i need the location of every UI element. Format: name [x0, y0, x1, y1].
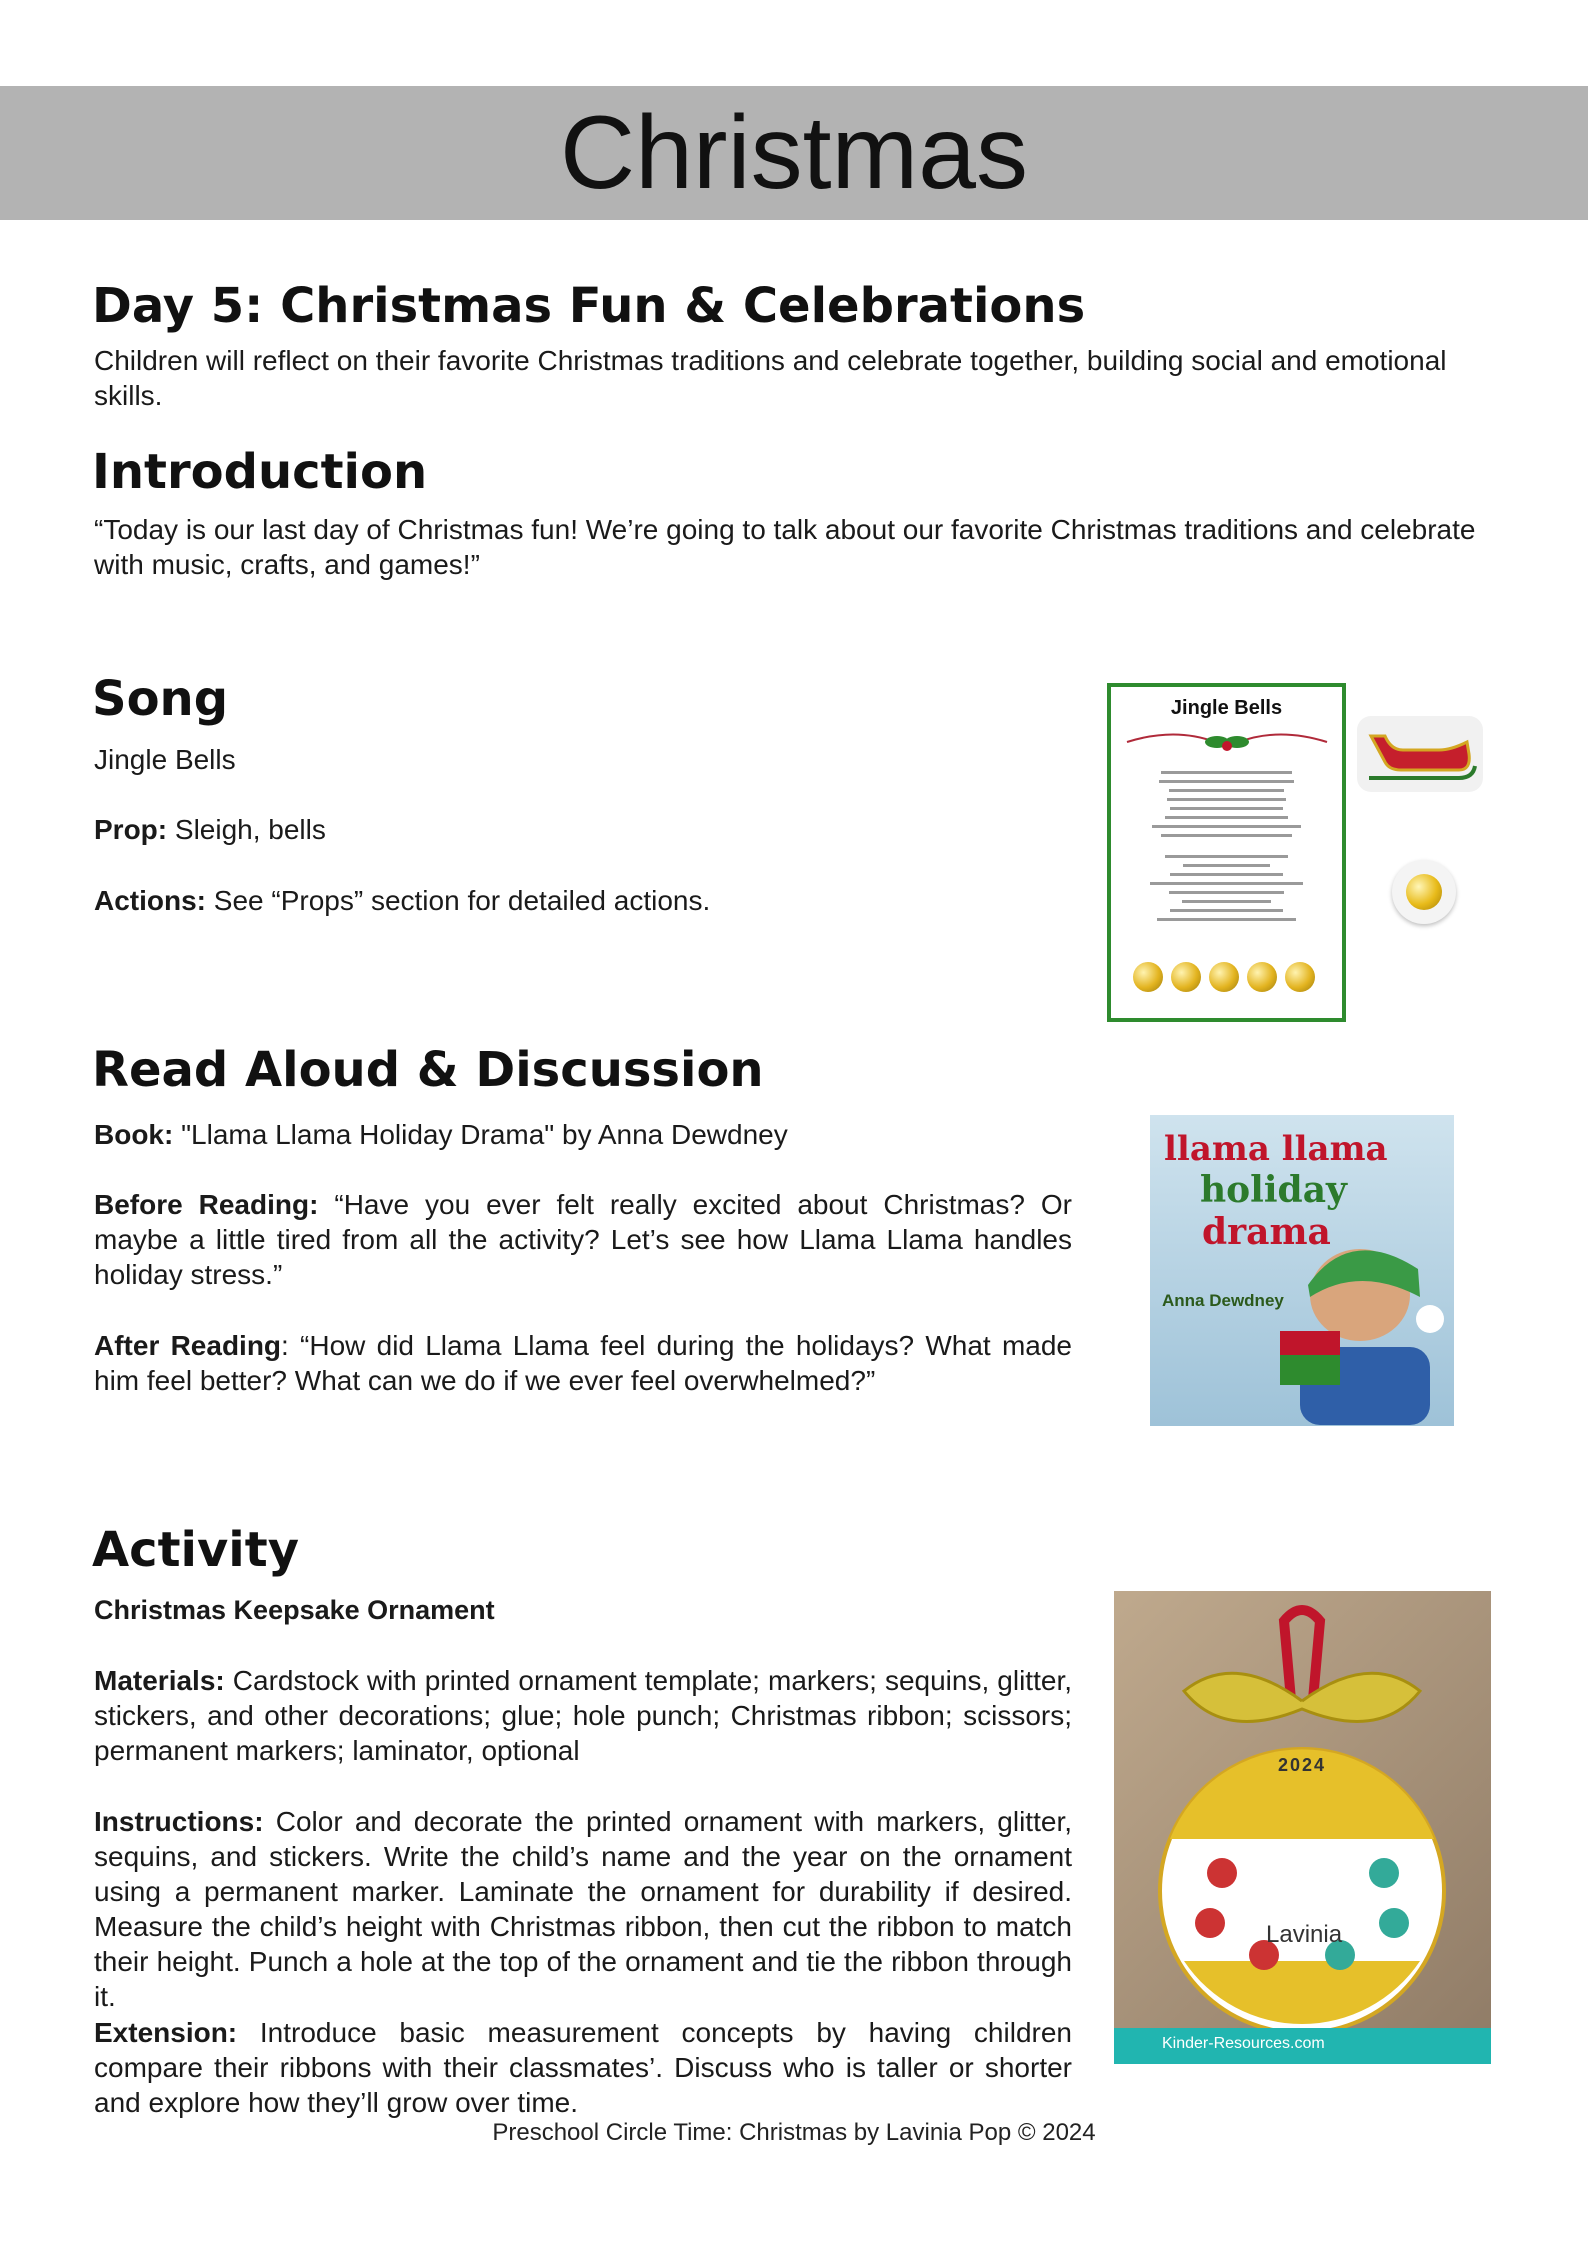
ornament-child-name: Lavinia — [1266, 1921, 1343, 1948]
activity-name: Christmas Keepsake Ornament — [94, 1595, 495, 1625]
watermark-text: Kinder-Resources.com — [1162, 2035, 1325, 2052]
ornament-year: 2024 — [1278, 1755, 1327, 1775]
cover-author: Anna Dewdney — [1162, 1291, 1284, 1310]
bells-garland — [1125, 942, 1328, 992]
prop-value: Sleigh, bells — [167, 814, 326, 845]
prop-label: Prop: — [94, 814, 168, 845]
cover-title-line1: llama llama — [1164, 1129, 1388, 1169]
footer-text: Preschool Circle Time: Christmas by Lavinia Pop © 2024 — [492, 2119, 1096, 2146]
materials-label: Materials: — [94, 1665, 225, 1696]
bell-icon — [1392, 860, 1456, 924]
instructions-text: Color and decorate the printed ornament with markers, glitter, sequins, and stickers. Write the child’s name and the year on the ornament using a permanent marker. Laminate the ornament for durability if desired. Measure the child’s height with Christmas ribbon, then cut the ribbon to match their height. Punch a hole at the top of the ornament and tie the ribbon through it. — [94, 1806, 1072, 2012]
song-heading: Song — [92, 671, 229, 727]
sleigh-icon — [1355, 714, 1485, 794]
day-description: Children will reflect on their favorite Christmas traditions and celebrate together, building social and emotional skills. — [94, 345, 1447, 411]
materials — [94, 1663, 1072, 1768]
ornament-photo — [1114, 1591, 1491, 2064]
book-value: "Llama Llama Holiday Drama" by Anna Dewdney — [173, 1119, 788, 1150]
llama-illustration-icon — [1280, 1235, 1450, 1425]
introduction-heading: Introduction — [92, 444, 428, 500]
lyrics-lines — [1133, 765, 1320, 927]
instructions-label: Instructions: — [94, 1806, 264, 1837]
activity-heading: Activity — [92, 1522, 299, 1578]
extension — [94, 2015, 1072, 2120]
book-cover-image — [1150, 1115, 1454, 1426]
cover-title-line2: holiday — [1200, 1169, 1347, 1211]
holly-divider-icon — [1125, 727, 1329, 757]
actions-value: See “Props” section for detailed actions. — [206, 885, 711, 916]
ornament-illustration-icon — [1114, 1591, 1491, 2064]
read-aloud-heading: Read Aloud & Discussion — [92, 1042, 764, 1098]
title-banner — [0, 86, 1588, 220]
extension-label: Extension: — [94, 2017, 238, 2048]
before-reading — [94, 1187, 1072, 1292]
day-title: Day 5: Christmas Fun & Celebrations — [92, 278, 1086, 334]
cover-title-line3: drama — [1202, 1211, 1331, 1253]
introduction-text: “Today is our last day of Christmas fun! We’re going to talk about our favorite Christmas traditions and celebrate with music, crafts, and games!” — [94, 514, 1476, 580]
song-name: Jingle Bells — [94, 744, 236, 775]
materials-text: Cardstock with printed ornament template; markers; sequins, glitter, stickers, and other decorations; glue; hole punch; Christmas ribbon; scissors; permanent markers; laminator, optional — [94, 1665, 1072, 1766]
song-prop — [94, 812, 326, 847]
actions-label: Actions: — [94, 885, 206, 916]
book-label: Book: — [94, 1119, 174, 1150]
watermark-bar — [1114, 2028, 1491, 2064]
instructions — [94, 1804, 1072, 2014]
after-reading — [94, 1328, 1072, 1398]
after-reading-text: : “How did Llama Llama feel during the holidays? What made him feel better? What can we do if we ever feel overwhelmed?” — [94, 1330, 1072, 1396]
song-actions — [94, 883, 710, 918]
page-title: Christmas — [559, 95, 1029, 211]
book-line — [94, 1117, 788, 1152]
after-reading-label: After Reading — [94, 1330, 282, 1361]
before-reading-label: Before Reading: — [94, 1189, 319, 1220]
extension-text: Introduce basic measurement concepts by having children compare their ribbons with their classmates’. Discuss who is taller or shorter and explore how they’ll grow over time. — [94, 2017, 1072, 2118]
song-card-title: Jingle Bells — [1170, 697, 1283, 719]
song-lyrics-card — [1107, 683, 1346, 1022]
before-reading-text: “Have you ever felt really excited about Christmas? Or maybe a little tired from all the activity? Let’s see how Llama Llama handles holiday stress.” — [94, 1189, 1072, 1290]
